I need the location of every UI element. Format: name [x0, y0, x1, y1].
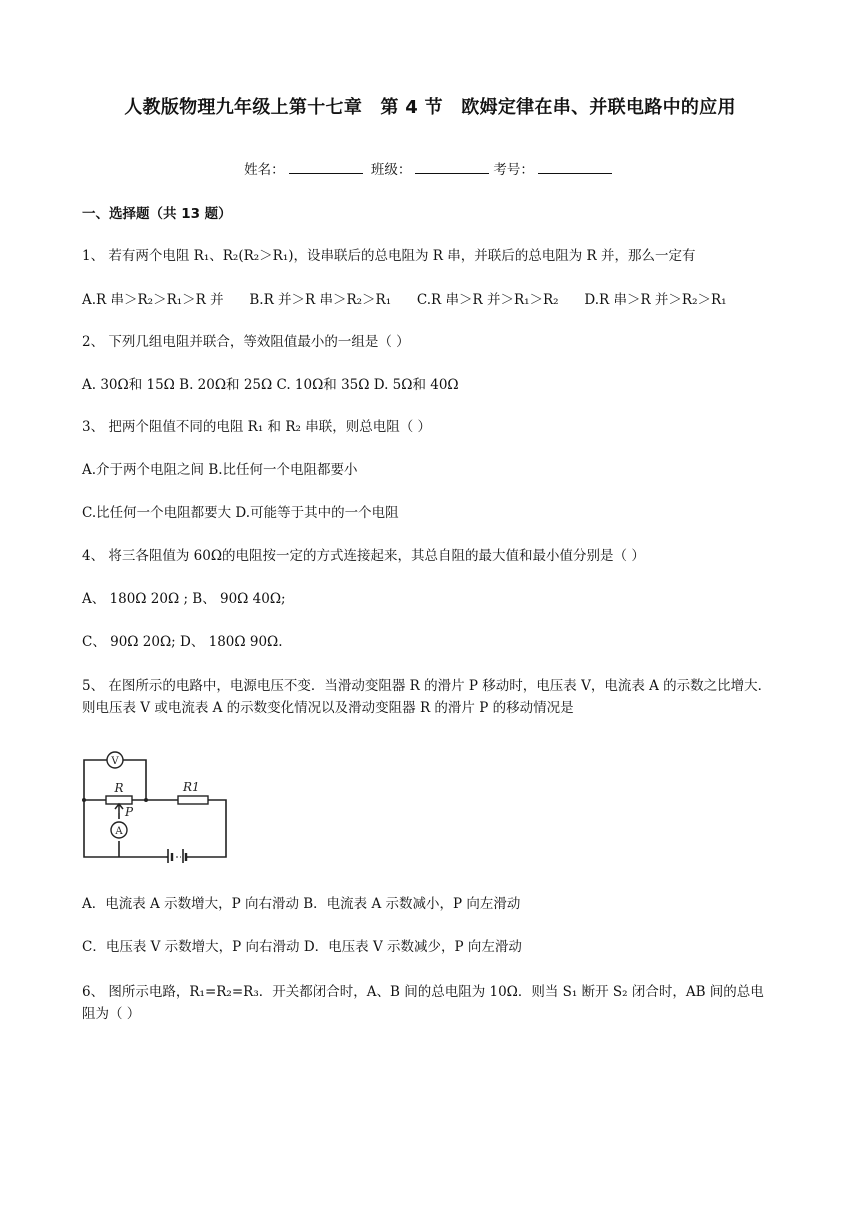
ammeter-label: A [115, 826, 123, 837]
class-blank[interactable] [415, 160, 489, 174]
rheostat-label: R [114, 781, 124, 795]
q3-options-cd: C.比任何一个电阻都要大 D.可能等于其中的一个电阻 [82, 505, 399, 521]
q5-stem: 5、 在图所示的电路中，电源电压不变．当滑动变阻器 R 的滑片 P 移动时，电压表 V，电流表 A 的示数之比增大．则电压表 V 或电流表 A 的示数变化情况以及滑动变阻器 R 的滑片 P 的移动情况是 [82, 678, 772, 716]
resistor-label: R1 [183, 780, 200, 794]
q4-options-cd: C、 90Ω 20Ω; D、 180Ω 90Ω. [82, 634, 283, 650]
name-blank[interactable] [289, 160, 363, 174]
q1-options [82, 290, 727, 310]
q5-circuit-diagram [80, 745, 240, 863]
name-label: 姓名： [244, 162, 285, 178]
exam-label: 考号： [493, 162, 534, 178]
exam-blank[interactable] [538, 160, 612, 174]
q1-option-a: A.R 串＞R₂＞R₁＞R 并 [82, 292, 224, 308]
slider-label: P [125, 805, 134, 819]
class-label: 班级： [370, 162, 412, 178]
battery-icon [168, 849, 186, 863]
q2-options: A. 30Ω和 15Ω B. 20Ω和 25Ω C. 10Ω和 35Ω D. 5Ω和 40Ω [82, 377, 459, 393]
slider-arrow-icon [115, 804, 123, 813]
q5-options-cd: C．电压表 V 示数增大，P 向右滑动 D．电压表 V 示数减少，P 向左滑动 [82, 939, 522, 955]
q4-stem: 4、 将三各阻值为 60Ω的电阻按一定的方式连接起来，其总自阻的最大值和最小值分别是（ ） [82, 548, 645, 564]
q1-option-c: C.R 串＞R 并＞R₁＞R₂ [416, 292, 559, 308]
page-title: 人教版物理九年级上第十七章 第 4 节 欧姆定律在串、并联电路中的应用 [124, 97, 736, 118]
q3-stem: 3、 把两个阻值不同的电阻 R₁ 和 R₂ 串联，则总电阻（ ） [82, 419, 431, 435]
section-heading: 一、选择题（共 13 题） [82, 206, 232, 222]
q5-options-ab: A．电流表 A 示数增大，P 向右滑动 B．电流表 A 示数减小，P 向左滑动 [82, 896, 521, 912]
q1-option-d: D.R 串＞R 并＞R₂＞R₁ [584, 292, 727, 308]
q4-options-ab: A、 180Ω 20Ω ; B、 90Ω 40Ω; [82, 591, 286, 607]
student-info [0, 158, 860, 178]
q3-options-ab: A.介于两个电阻之间 B.比任何一个电阻都要小 [82, 462, 358, 478]
voltmeter-label: V [111, 756, 119, 767]
q1-stem: 1、 若有两个电阻 R₁、R₂(R₂＞R₁)，设串联后的总电阻为 R 串，并联后的总电阻为 R 并，那么一定有 [82, 248, 696, 264]
resistor-icon [178, 796, 208, 804]
q1-option-b: B.R 并＞R 串＞R₂＞R₁ [249, 292, 392, 308]
q6-stem: 6、 图所示电路，R₁=R₂=R₃．开关都闭合时，A、B 间的总电阻为 10Ω．则当 S₁ 断开 S₂ 闭合时，AB 间的总电阻为（ ） [82, 984, 764, 1022]
q2-stem: 2、 下列几组电阻并联合，等效阻值最小的一组是（ ） [82, 334, 410, 350]
